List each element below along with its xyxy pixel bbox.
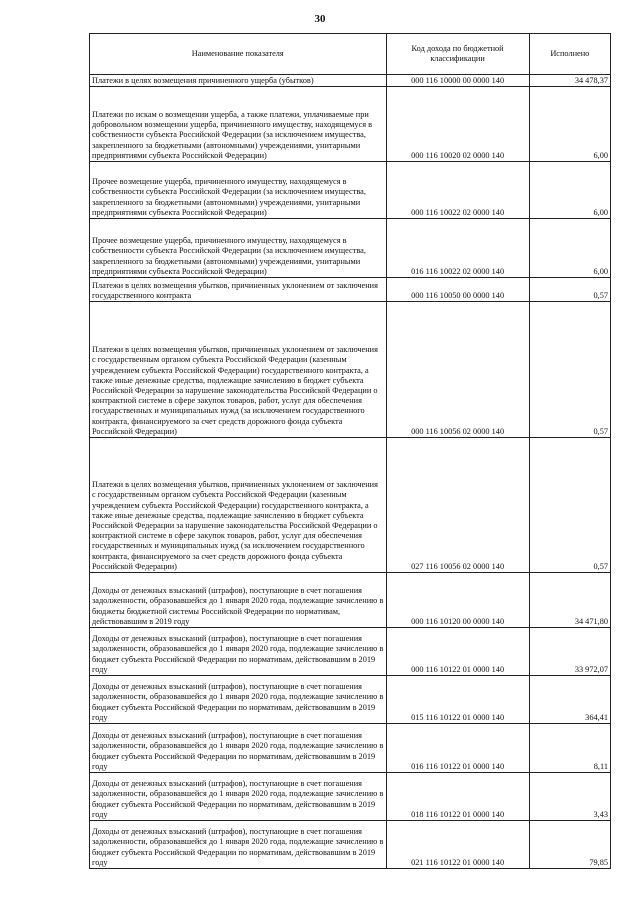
page-number: 30 [314, 13, 326, 25]
row-name: Доходы от денежных взысканий (штрафов), поступающие в счет погашения задолженности, образовавшейся до 1 января 2020 года, подлежащие зачислению в бюджет субъекта Российской Федерации по нормативам, действовавшим в 2019 году [90, 773, 387, 821]
budget-table [89, 33, 611, 869]
row-code: 000 116 10020 02 0000 140 [386, 87, 529, 162]
row-executed: 34 471,80 [529, 573, 610, 628]
row-code: 018 116 10122 01 0000 140 [386, 773, 529, 821]
row-code: 000 116 10120 00 0000 140 [386, 573, 529, 628]
table-row [90, 219, 611, 278]
row-code: 000 116 10050 00 0000 140 [386, 278, 529, 302]
row-executed: 6,00 [529, 219, 610, 278]
row-executed: 33 972,07 [529, 628, 610, 676]
row-code: 027 116 10056 02 0000 140 [386, 438, 529, 573]
header-code: Код дохода по бюджетной классификации [386, 34, 529, 75]
row-executed: 8,11 [529, 724, 610, 773]
row-code: 016 116 10022 02 0000 140 [386, 219, 529, 278]
row-code: 000 116 10000 00 0000 140 [386, 75, 529, 87]
table-header-row [90, 34, 611, 75]
row-name: Прочее возмещение ущерба, причиненного имуществу, находящемуся в собственности субъекта Российской Федерации (за исключением имущества, закрепленного за бюджетными (автономными) учреждениями, унитарными предприятиями субъекта Российской Федерации) [90, 162, 387, 219]
row-executed: 0,57 [529, 302, 610, 438]
row-name: Доходы от денежных взысканий (штрафов), поступающие в счет погашения задолженности, образовавшейся до 1 января 2020 года, подлежащие зачислению в бюджет субъекта Российской Федерации по нормативам, действовавшим в 2019 году [90, 724, 387, 773]
table-row [90, 75, 611, 87]
table-row [90, 162, 611, 219]
table-row [90, 676, 611, 724]
row-code: 000 116 10056 02 0000 140 [386, 302, 529, 438]
header-executed: Исполнено [529, 34, 610, 75]
row-executed: 79,85 [529, 821, 610, 869]
row-name: Доходы от денежных взысканий (штрафов), поступающие в счет погашения задолженности, образовавшейся до 1 января 2020 года, подлежащие зачислению в бюджет субъекта Российской Федерации по нормативам, действовавшим в 2019 году [90, 676, 387, 724]
table-row [90, 87, 611, 162]
row-code: 000 116 10022 02 0000 140 [386, 162, 529, 219]
row-code: 000 116 10122 01 0000 140 [386, 628, 529, 676]
row-name: Платежи в целях возмещения убытков, причиненных уклонением от заключения государственного контракта [90, 278, 387, 302]
table-row [90, 438, 611, 573]
table-row [90, 821, 611, 869]
row-name: Платежи по искам о возмещении ущерба, а также платежи, уплачиваемые при добровольном возмещении ущерба, причиненного имуществу, находящемуся в собственности субъекта Российской Федерации (за исключением имущества, закрепленного за бюджетными (автономными) учреждениями, унитарными предприятиями субъекта Российской Федерации) [90, 87, 387, 162]
row-name: Платежи в целях возмещения убытков, причиненных уклонением от заключения с государственным органом субъекта Российской Федерации (казенным учреждением субъекта Российской Федерации) государственного контракта, а также иные денежные средства, подлежащие зачислению в бюджет субъекта Российской Федерации за нарушение законодательства Российской Федерации о контрактной системе в сфере закупок товаров, работ, услуг для обеспечения государственных и муниципальных нужд (за исключением государственного контракта, финансируемого за счет средств дорожного фонда субъекта Российской Федерации) [90, 302, 387, 438]
row-executed: 364,41 [529, 676, 610, 724]
row-name: Доходы от денежных взысканий (штрафов), поступающие в счет погашения задолженности, образовавшейся до 1 января 2020 года, подлежащие зачислению в бюджет субъекта Российской Федерации по нормативам, действовавшим в 2019 году [90, 821, 387, 869]
row-code: 021 116 10122 01 0000 140 [386, 821, 529, 869]
row-code: 016 116 10122 01 0000 140 [386, 724, 529, 773]
table-row [90, 278, 611, 302]
row-executed: 6,00 [529, 87, 610, 162]
row-executed: 6,00 [529, 162, 610, 219]
table-row [90, 628, 611, 676]
row-name: Прочее возмещение ущерба, причиненного имуществу, находящемуся в собственности субъекта Российской Федерации (за исключением имущества, закрепленного за бюджетными (автономными) учреждениями, унитарными предприятиями субъекта Российской Федерации) [90, 219, 387, 278]
row-executed: 0,57 [529, 278, 610, 302]
row-name: Платежи в целях возмещения причиненного ущерба (убытков) [90, 75, 387, 87]
row-executed: 0,57 [529, 438, 610, 573]
row-code: 015 116 10122 01 0000 140 [386, 676, 529, 724]
row-name: Платежи в целях возмещения убытков, причиненных уклонением от заключения с государственным органом субъекта Российской Федерации (казенным учреждением субъекта Российской Федерации) государственного контракта, а также иные денежные средства, подлежащие зачислению в бюджет субъекта Российской Федерации за нарушение законодательства Российской Федерации о контрактной системе в сфере закупок товаров, работ, услуг для обеспечения государственных и муниципальных нужд (за исключением государственного контракта, финансируемого за счет средств дорожного фонда субъекта Российской Федерации) [90, 438, 387, 573]
table-row [90, 724, 611, 773]
row-name: Доходы от денежных взысканий (штрафов), поступающие в счет погашения задолженности, образовавшейся до 1 января 2020 года, подлежащие зачислению в бюджеты бюджетной системы Российской Федерации по нормативам, действовавшим в 2019 году [90, 573, 387, 628]
row-executed: 34 478,37 [529, 75, 610, 87]
row-name: Доходы от денежных взысканий (штрафов), поступающие в счет погашения задолженности, образовавшейся до 1 января 2020 года, подлежащие зачислению в бюджет субъекта Российской Федерации по нормативам, действовавшим в 2019 году [90, 628, 387, 676]
table-row [90, 573, 611, 628]
table-row [90, 302, 611, 438]
header-name: Наименование показателя [90, 34, 387, 75]
table-row [90, 773, 611, 821]
row-executed: 3,43 [529, 773, 610, 821]
